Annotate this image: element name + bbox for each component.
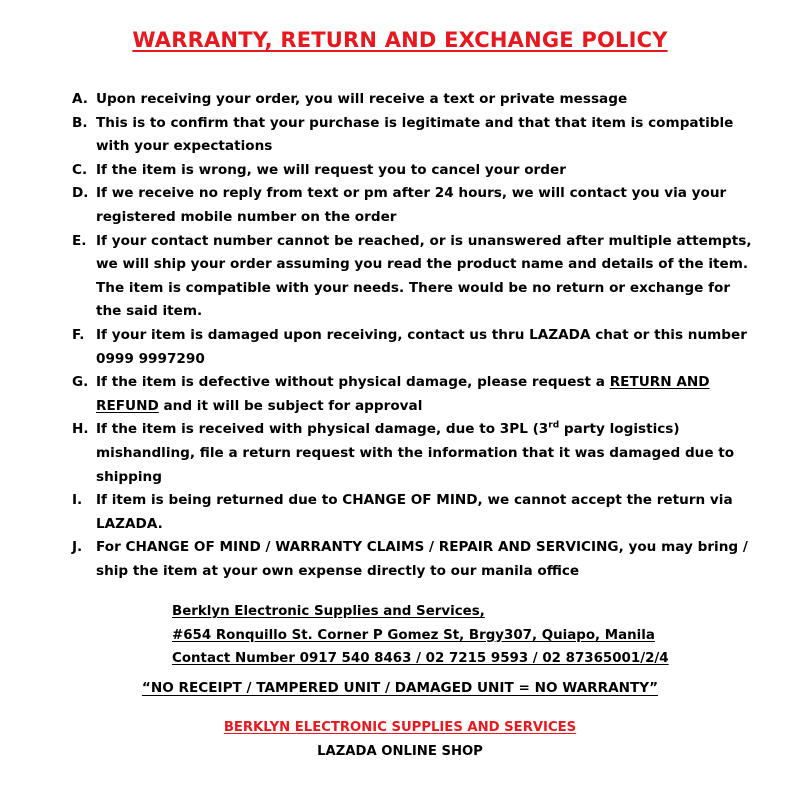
- item-text: [96, 371, 752, 418]
- policy-item-e: [72, 230, 752, 324]
- item-text: If item is being returned due to CHANGE OF MIND, we cannot accept the return via LAZADA.: [96, 492, 733, 532]
- item-text: If your contact number cannot be reached, or is unanswered after multiple attempts, we will ship your order assuming you read the product name and details of the item. The item is compatible with your needs. There would be no return or exchange for the said item.: [96, 232, 752, 320]
- item-text: [96, 418, 752, 489]
- policy-item-g: [72, 371, 752, 418]
- ordinal-superscript: rd: [548, 420, 560, 431]
- policy-item-i: [72, 489, 752, 536]
- item-text: If we receive no reply from text or pm after 24 hours, we will contact you via your registered mobile number on the order: [96, 185, 727, 225]
- contact-numbers: Contact Number 0917 540 8463 / 02 7215 9593 / 02 87365001/2/4: [172, 651, 669, 666]
- return-and-refund-emphasis: RETURN AND REFUND: [96, 374, 710, 414]
- item-text-before: If the item is received with physical damage, due to 3PL (3: [96, 421, 549, 438]
- item-marker: D.: [72, 185, 89, 202]
- policy-item-j: [72, 536, 752, 583]
- item-text: For CHANGE OF MIND / WARRANTY CLAIMS / REPAIR AND SERVICING, you may bring / ship the item at your own expense directly to our manila office: [96, 539, 748, 579]
- item-text-after: party logistics) mishandling, file a return request with the information that it was damaged due to shipping: [96, 421, 735, 485]
- item-marker: B.: [72, 114, 88, 131]
- policy-item-b: [72, 112, 752, 159]
- item-marker: F.: [72, 326, 85, 343]
- item-marker: I.: [72, 492, 83, 509]
- policy-item-d: [72, 182, 752, 229]
- item-text: If your item is damaged upon receiving, contact us thru LAZADA chat or this number 0999 9997290: [96, 326, 747, 367]
- item-marker: E.: [72, 232, 87, 249]
- shop-name: BERKLYN ELECTRONIC SUPPLIES AND SERVICES: [223, 720, 577, 735]
- page-title: WARRANTY, RETURN AND EXCHANGE POLICY: [132, 28, 668, 52]
- policy-item-h: [72, 418, 752, 489]
- item-text: If the item is wrong, we will request you to cancel your order: [96, 161, 566, 178]
- policy-list: [72, 88, 752, 583]
- item-text-before: If the item is defective without physical damage, please request a: [96, 374, 610, 391]
- item-text: Upon receiving your order, you will receive a text or private message: [96, 91, 628, 107]
- item-marker: H.: [72, 421, 89, 438]
- item-text: This is to confirm that your purchase is legitimate and that that item is compatible with your expectations: [96, 114, 734, 155]
- no-warranty-notice: “NO RECEIPT / TAMPERED UNIT / DAMAGED UNIT = NO WARRANTY”: [141, 680, 659, 696]
- shop-subtitle: LAZADA ONLINE SHOP: [317, 744, 483, 759]
- policy-item-c: [72, 159, 752, 183]
- item-text-after: and it will be subject for approval: [158, 397, 423, 414]
- policy-item-a: [72, 88, 752, 112]
- item-marker: G.: [72, 374, 89, 391]
- street-address: #654 Ronquillo St. Corner P Gomez St, Brgy307, Quiapo, Manila: [172, 627, 655, 643]
- item-marker: A.: [72, 91, 88, 107]
- office-address: [172, 600, 669, 671]
- item-marker: C.: [72, 161, 88, 178]
- company-name: Berklyn Electronic Supplies and Services,: [172, 604, 485, 619]
- policy-item-f: [72, 324, 752, 371]
- item-marker: J.: [72, 539, 83, 556]
